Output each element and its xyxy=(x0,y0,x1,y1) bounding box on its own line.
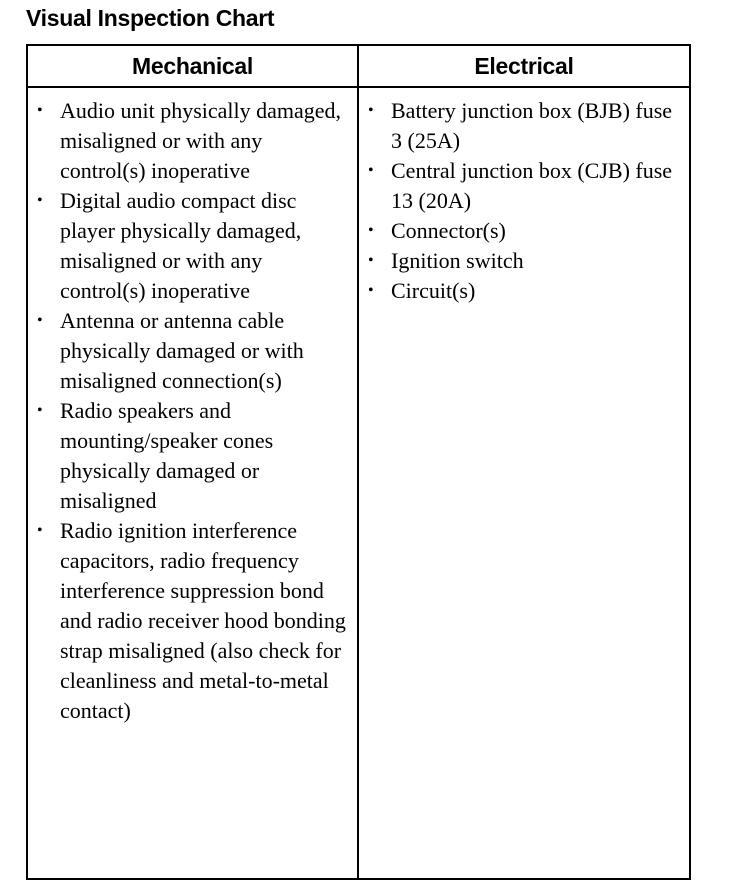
mechanical-list xyxy=(28,88,357,726)
list-item xyxy=(28,516,351,726)
electrical-cell xyxy=(358,87,690,879)
list-item-text: Connector(s) xyxy=(391,218,506,243)
list-item xyxy=(359,156,683,216)
list-item xyxy=(28,396,351,516)
list-item xyxy=(28,186,351,306)
bullet-icon: • xyxy=(37,522,43,539)
list-item-text: Central junction box (CJB) fuse 13 (20A) xyxy=(391,158,673,213)
header-row xyxy=(27,45,690,87)
list-item xyxy=(359,96,683,156)
list-item-text: Battery junction box (BJB) fuse 3 (25A) xyxy=(391,98,673,153)
electrical-list xyxy=(359,88,689,306)
column-header-electrical: Electrical xyxy=(358,45,690,87)
bullet-icon: • xyxy=(368,162,374,179)
bullet-icon: • xyxy=(368,282,374,299)
list-item-text: Radio ignition interference capacitors, radio frequency interference suppression bond and radio receiver hood bonding strap misaligned (also check for cleanliness and metal-to-metal contact) xyxy=(60,518,346,723)
list-item xyxy=(359,276,683,306)
list-item-text: Digital audio compact disc player physically damaged, misaligned or with any control(s) inoperative xyxy=(60,188,302,303)
list-item xyxy=(28,96,351,186)
column-header-mechanical: Mechanical xyxy=(27,45,358,87)
list-item-text: Ignition switch xyxy=(391,248,524,273)
bullet-icon: • xyxy=(368,252,374,269)
list-item xyxy=(359,246,683,276)
visual-inspection-table xyxy=(26,44,691,880)
bullet-icon: • xyxy=(37,102,43,119)
bullet-icon: • xyxy=(368,102,374,119)
list-item-text: Audio unit physically damaged, misaligned or with any control(s) inoperative xyxy=(60,98,342,183)
list-item-text: Antenna or antenna cable physically damaged or with misaligned connection(s) xyxy=(60,308,304,393)
page-title: Visual Inspection Chart xyxy=(26,5,275,31)
bullet-icon: • xyxy=(37,402,43,419)
list-item xyxy=(28,306,351,396)
bullet-icon: • xyxy=(37,192,43,209)
list-item-text: Circuit(s) xyxy=(391,278,476,303)
list-item xyxy=(359,216,683,246)
bullet-icon: • xyxy=(37,312,43,329)
bullet-icon: • xyxy=(368,222,374,239)
list-item-text: Radio speakers and mounting/speaker cones physically damaged or misaligned xyxy=(60,398,274,513)
mechanical-cell xyxy=(27,87,358,879)
table-row xyxy=(27,87,690,879)
